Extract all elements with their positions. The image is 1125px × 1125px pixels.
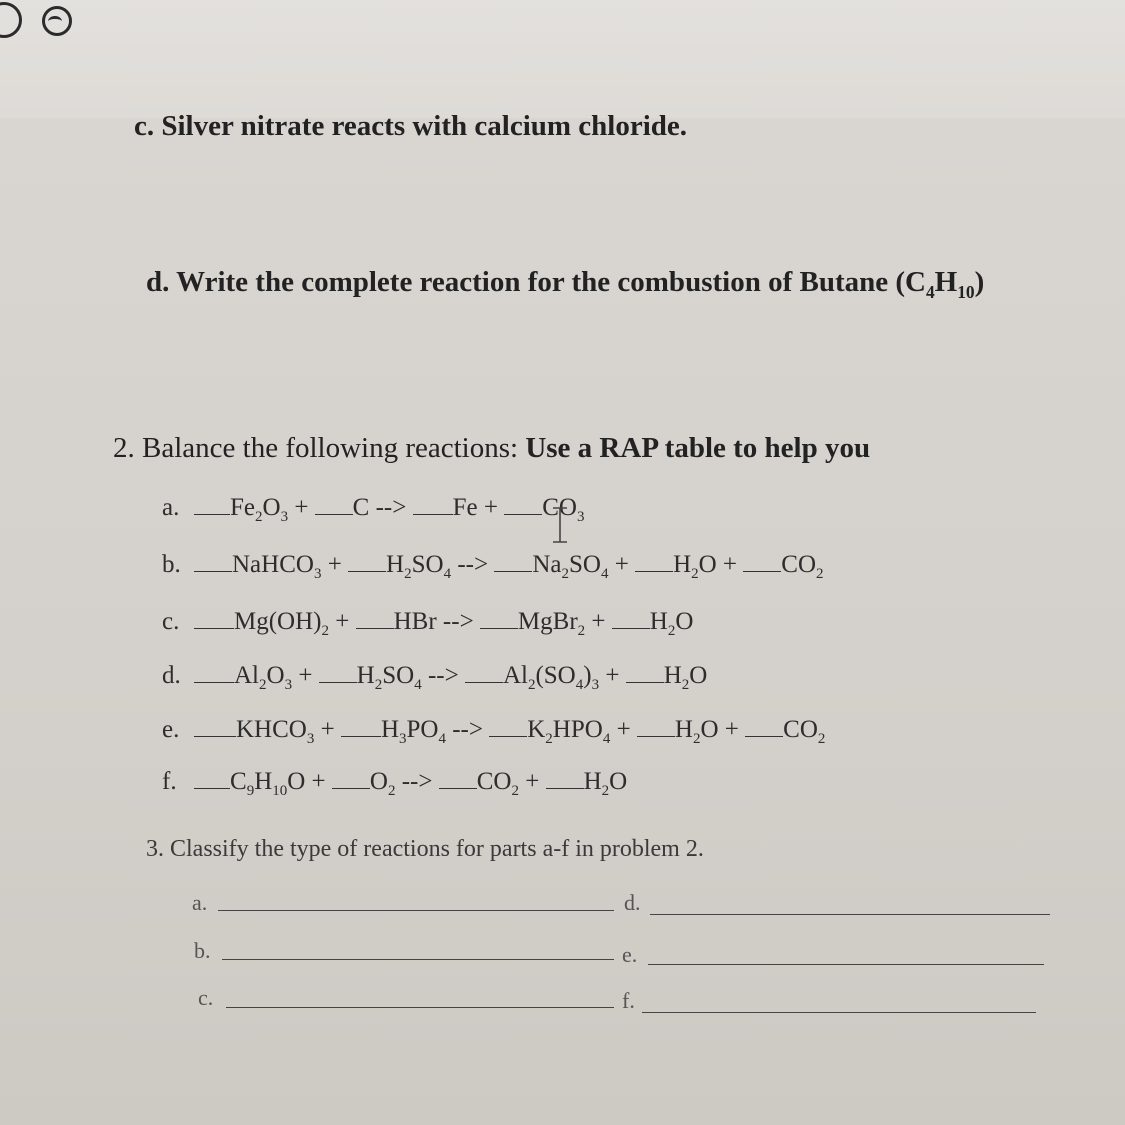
reaction-f: f. $C_9H_{10}O + O_2$ --> $CO_2 + H_2O$ [162,768,628,799]
classify-label-c: c. [198,985,214,1010]
classify-label-a: a. [192,890,208,915]
answer-line-d[interactable] [650,914,1050,915]
answer-line-c[interactable] [226,1007,614,1008]
question-1d: d. Write the complete reaction for the combustion of Butane $(C_4H_{10})$ [146,266,985,302]
classify-label-f: f. [622,988,635,1013]
app-circle-icon[interactable] [42,6,72,36]
answer-line-f[interactable] [642,1012,1036,1013]
reaction-c: c. $Mg(OH)_2$ + HBr --> MgBr$_2$ + $H_2O$ [162,608,694,639]
classify-label-d: d. [624,890,641,915]
reaction-b: b. NaHCO$_3$ + $H_2SO_4$ --> $Na_2SO_4 + H_2O + CO_2$ [162,551,824,582]
classify-label-e: e. [622,942,638,967]
reaction-e: e. $KHCO_3 + H_3PO_4$ --> $K_2HPO_4 + H_2O + CO_2$ [162,716,826,747]
question-3-title: 3. Classify the type of reactions for parts a-f in problem 2. [146,836,704,862]
classify-label-b: b. [194,938,211,963]
question-1c: c. Silver nitrate reacts with calcium chloride. [134,110,688,142]
answer-line-e[interactable] [648,964,1044,965]
reaction-d: d. $Al_2O_3 + H_2SO_4$ --> $Al_2(SO_4)_3 + H_2O$ [162,662,708,693]
text-cursor-icon [549,505,571,545]
question-2-title: 2. Balance the following reactions: Use a RAP table to help you [113,432,871,464]
reaction-a: a. $Fe_2O_3 + C$ --> $Fe + CO_3$ [162,494,585,525]
answer-line-a[interactable] [218,910,614,911]
app-toolbar [0,0,1125,120]
partial-circle-icon[interactable] [0,2,22,38]
answer-line-b[interactable] [222,959,614,960]
